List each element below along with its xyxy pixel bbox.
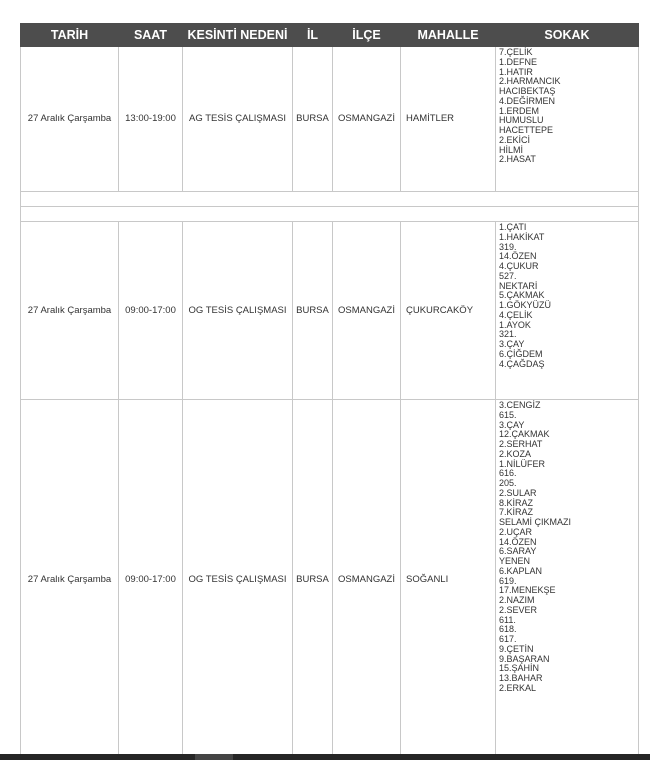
cell-saat: 13:00-19:00 (119, 47, 183, 192)
street-item: 2.SEVER (499, 604, 538, 615)
cell-kesinti-nedeni: OG TESİS ÇALIŞMASI (183, 222, 293, 400)
cell-ilce: OSMANGAZİ (333, 222, 401, 400)
street-item: HİLMİ (499, 144, 524, 155)
cell-mahalle: ÇUKURCAKÖY (401, 222, 496, 400)
street-item: 3.CENGİZ (499, 400, 541, 410)
cell-il: BURSA (293, 47, 333, 192)
cell-tarih: 27 Aralık Çarşamba (21, 47, 119, 192)
street-item: 2.KOZA (499, 448, 532, 459)
header-kesinti-nedeni: KESİNTİ NEDENİ (183, 24, 293, 47)
cell-sokak (496, 47, 639, 192)
street-item: 9.BAŞARAN (499, 653, 550, 664)
cell-il: BURSA (293, 400, 333, 760)
street-item: 2.HASAT (499, 154, 536, 165)
street-item: 1.AYOK (499, 319, 531, 330)
street-item: 2.NAZIM (499, 595, 535, 605)
street-item: 4.ÇUKUR (499, 261, 539, 271)
street-item: 7.ÇELİK (499, 47, 533, 57)
street-item: YENEN (499, 556, 531, 566)
cell-saat: 09:00-17:00 (119, 400, 183, 760)
street-item: 618. (499, 624, 517, 635)
separator-row (21, 192, 639, 207)
cell-kesinti-nedeni: OG TESİS ÇALIŞMASI (183, 400, 293, 760)
street-item: 2.UÇAR (499, 526, 533, 537)
street-item: 1.HAKİKAT (499, 231, 545, 242)
street-item: 2.SULAR (499, 487, 537, 498)
street-item: 611. (499, 614, 516, 625)
outage-table (20, 23, 639, 760)
street-item: HUMUSLU (499, 115, 544, 126)
cell-saat: 09:00-17:00 (119, 222, 183, 400)
scrollbar-thumb[interactable] (195, 754, 233, 760)
street-item: 14.ÖZEN (499, 536, 537, 547)
header-mahalle: MAHALLE (401, 24, 496, 47)
street-item: 12.ÇAKMAK (499, 429, 550, 440)
street-item: 1.GÖKYÜZÜ (499, 300, 552, 310)
cell-kesinti-nedeni: AG TESİS ÇALIŞMASI (183, 47, 293, 192)
horizontal-scrollbar[interactable] (0, 754, 650, 760)
table-row (21, 222, 639, 400)
street-item: 14.ÖZEN (499, 251, 537, 262)
street-item: HACIBEKTAŞ (499, 86, 556, 96)
cell-il: BURSA (293, 222, 333, 400)
cell-sokak (496, 222, 639, 400)
street-item: 13.BAHAR (499, 673, 543, 683)
street-item: 1.ERDEM (499, 105, 540, 116)
separator-cell (21, 207, 639, 222)
street-item: 1.ÇATI (499, 222, 527, 232)
street-item: 4.DEĞİRMEN (499, 95, 556, 106)
street-item: SELAMİ ÇIKMAZI (499, 517, 572, 527)
street-item: 2.EKİCİ (499, 134, 531, 145)
street-item: 527. (499, 270, 517, 281)
table-row (21, 400, 639, 760)
street-item: 6.SARAY (499, 546, 537, 557)
street-item: 7.KİRAZ (499, 507, 534, 518)
header-tarih: TARİH (21, 24, 119, 47)
cell-mahalle: HAMİTLER (401, 47, 496, 192)
street-item: 4.ÇAĞDAŞ (499, 358, 545, 369)
table-row (21, 47, 639, 192)
street-item: 3.ÇAY (499, 419, 525, 430)
street-item: 615. (499, 409, 517, 420)
cell-tarih: 27 Aralık Çarşamba (21, 400, 119, 760)
street-item: 2.ERKAL (499, 682, 537, 693)
header-ilce: İLÇE (333, 24, 401, 47)
street-item: 1.DEFNE (499, 56, 538, 67)
street-item: 3.ÇAY (499, 339, 525, 349)
separator-cell (21, 192, 639, 207)
header-row (21, 24, 639, 47)
header-sokak: SOKAK (496, 24, 639, 47)
street-item: 6.KAPLAN (499, 565, 543, 576)
street-item: 205. (499, 478, 517, 488)
cell-tarih: 27 Aralık Çarşamba (21, 222, 119, 400)
header-saat: SAAT (119, 24, 183, 47)
street-item: 616. (499, 468, 517, 479)
street-item: 2.HARMANCIK (499, 76, 561, 87)
street-item: 15.ŞAHİN (499, 663, 540, 674)
cell-sokak (496, 400, 639, 760)
street-item: 4.ÇELİK (499, 309, 533, 320)
street-item: 619. (499, 575, 517, 586)
street-item: 9.ÇETİN (499, 643, 534, 654)
street-item: 5.ÇAKMAK (499, 290, 545, 301)
street-item: 617. (499, 634, 517, 644)
street-item: 1.HATIR (499, 66, 533, 77)
cell-mahalle: SOĞANLI (401, 400, 496, 760)
separator-row (21, 207, 639, 222)
street-item: 321. (499, 329, 517, 340)
street-item: NEKTARİ (499, 280, 538, 291)
street-item: 2.SERHAT (499, 439, 543, 449)
cell-ilce: OSMANGAZİ (333, 47, 401, 192)
street-item: HACETTEPE (499, 125, 554, 135)
street-item: 17.MENEKŞE (499, 585, 556, 596)
header-il: İL (293, 24, 333, 47)
street-item: 1.NİLÜFER (499, 458, 546, 469)
street-item: 6.ÇİĞDEM (499, 348, 543, 359)
street-item: 8.KİRAZ (499, 497, 534, 508)
outage-table-container (20, 23, 638, 760)
cell-ilce: OSMANGAZİ (333, 400, 401, 760)
street-item: 319. (499, 241, 517, 252)
